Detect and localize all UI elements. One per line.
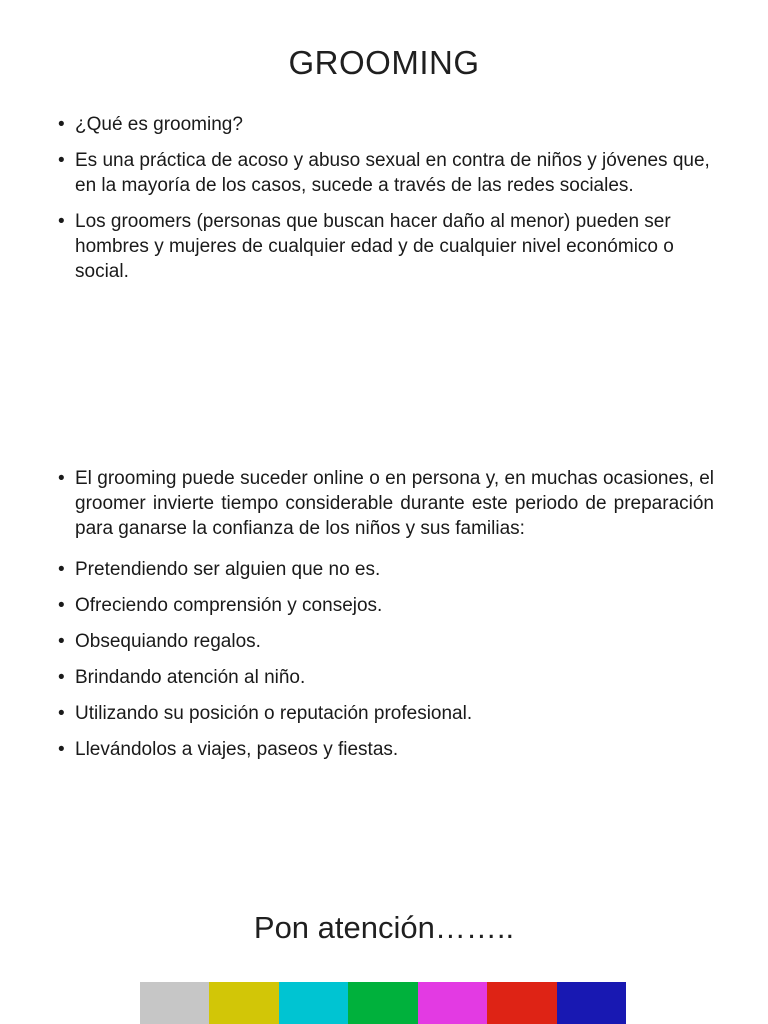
bullet-text: Ofreciendo comprensión y consejos. [75,595,383,616]
bullet-text: Llevándolos a viajes, paseos y fiestas. [75,739,399,760]
color-bar-segment-yellow [209,982,278,1024]
color-bar-segment-blue [557,982,626,1024]
bullet-item [58,466,714,541]
bullet-item [58,629,714,654]
bullet-item [58,209,714,284]
bullet-text: Utilizando su posición o reputación profesional. [75,703,473,724]
color-bar-segment-red [487,982,556,1024]
color-bar-segment-magenta [418,982,487,1024]
bullet-text: Los groomers (personas que buscan hacer daño al menor) pueden ser hombres y mujeres de cualquier edad y de cualquier nivel económico o social. [75,211,674,282]
bullet-item [58,593,714,618]
bullet-text: Obsequiando regalos. [75,631,261,652]
intro-bullet-list [58,112,714,295]
footer-text: Pon atención…….. [253,910,515,945]
bullet-text: El grooming puede suceder online o en persona y, en muchas ocasiones, el groomer invierte tiempo considerable durante este periodo de preparación para ganarse la confianza de los niños y sus familias: [75,468,714,539]
detail-bullet-list [58,466,714,773]
page-title: GROOMING [288,44,480,81]
bullet-item [58,148,714,198]
bullet-text: Brindando atención al niño. [75,667,306,688]
color-bar-segment-cyan [279,982,348,1024]
color-bar-segment-gray [140,982,209,1024]
bullet-item [58,112,714,137]
bullet-text: Es una práctica de acoso y abuso sexual en contra de niños y jóvenes que, en la mayoría de los casos, sucede a través de las redes sociales. [75,150,710,196]
bullet-text: ¿Qué es grooming? [75,114,243,135]
bullet-item [58,557,714,582]
color-bar [140,982,626,1024]
bullet-item [58,665,714,690]
bullet-text: Pretendiendo ser alguien que no es. [75,559,381,580]
color-bar-segment-green [348,982,417,1024]
bullet-item [58,737,714,762]
bullet-item [58,701,714,726]
